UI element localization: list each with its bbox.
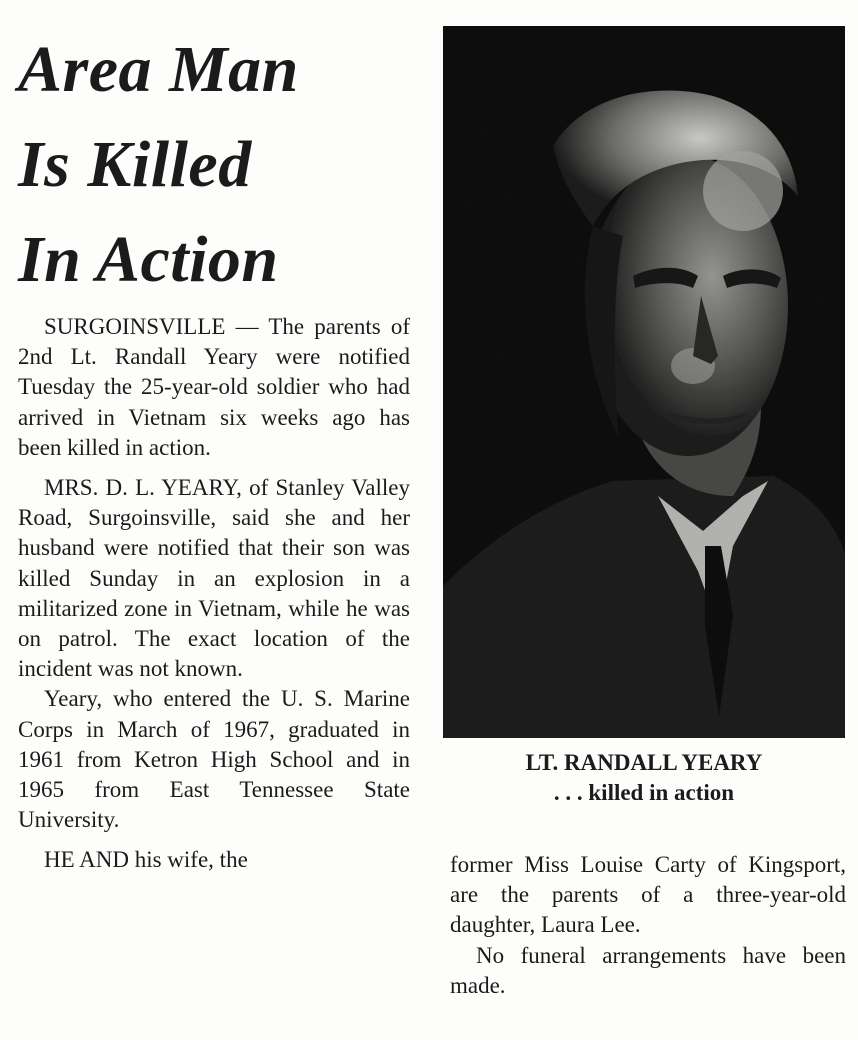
headline: [18, 22, 428, 307]
caption-name: LT. RANDALL YEARY: [525, 750, 763, 775]
photo-caption: [443, 748, 845, 808]
portrait-image: [443, 26, 845, 738]
soldier-portrait-photo: [443, 26, 845, 738]
article-column-left: [18, 312, 410, 876]
article-column-right: [450, 850, 846, 1001]
headline-line-2: Is Killed: [18, 128, 252, 201]
article-paragraph-6: No funeral arrangements have been made.: [450, 942, 846, 998]
headline-line-3: In Action: [18, 223, 279, 296]
headline-line-1: Area Man: [18, 33, 299, 106]
article-paragraph-4: HE AND his wife, the: [44, 847, 248, 873]
article-paragraph-5: former Miss Louise Carty of Kingsport, are the parents of a three-year-old daughter, Laura Lee.: [450, 852, 846, 938]
article-paragraph-1: SURGOINSVILLE — The parents of 2nd Lt. Randall Yeary were notified Tuesday the 25-year-old soldier who had arrived in Vietnam six weeks ago has been killed in action.: [18, 314, 410, 460]
article-paragraph-2: MRS. D. L. YEARY, of Stanley Valley Road, Surgoinsville, said she and her husband were notified that their son was killed Sunday in an explosion in a militarized zone in Vietnam, while he was on patrol. The exact location of the incident was not known.: [18, 475, 410, 682]
caption-subline: . . . killed in action: [553, 780, 735, 805]
article-paragraph-3: Yeary, who entered the U. S. Marine Corps in March of 1967, graduated in 1961 from Ketron High School and in 1965 from East Tennessee State University.: [18, 686, 410, 833]
